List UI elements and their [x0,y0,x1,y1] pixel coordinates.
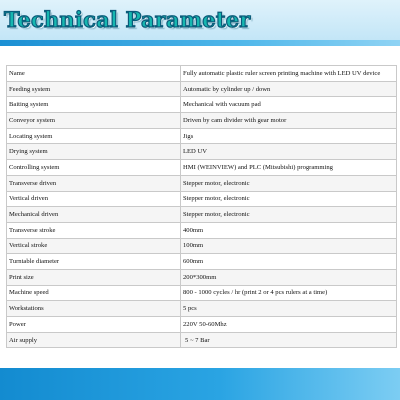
parameter-label: Baiting system [7,97,181,113]
table-row [7,332,397,348]
parameter-label: Locating system [7,128,181,144]
parameter-label: Air supply [7,332,181,348]
table-row [7,222,397,238]
table-row [7,285,397,301]
parameter-label: Name [7,66,181,82]
parameter-label: Turntable diameter [7,254,181,270]
technical-parameter-table [6,65,397,348]
parameter-label: Print size [7,269,181,285]
parameter-value: 5 pcs [181,301,397,317]
table-row [7,175,397,191]
parameter-value: 400mm [181,222,397,238]
parameter-value: 100mm [181,238,397,254]
table-row [7,144,397,160]
table-row [7,81,397,97]
table-row [7,128,397,144]
table-row [7,269,397,285]
page-title: Technical Parameter [4,7,251,32]
parameter-value: Mechanical with vacuum pad [181,97,397,113]
table-row [7,317,397,333]
parameter-value: 5 ~ 7 Bar [181,332,397,348]
parameter-label: Transverse stroke [7,222,181,238]
table-row [7,97,397,113]
parameter-value: Automatic by cylinder up / down [181,81,397,97]
parameter-value: Stepper motor, electronic [181,191,397,207]
parameter-label: Drying system [7,144,181,160]
parameter-value: Driven by cam divider with gear motor [181,113,397,129]
parameter-value: Stepper motor, electronic [181,175,397,191]
parameter-label: Feeding system [7,81,181,97]
parameter-value: HMI (WEINVIEW) and PLC (Mitsubishi) programming [181,160,397,176]
table-row [7,254,397,270]
header-accent-stripe [0,40,400,46]
parameter-label: Controlling system [7,160,181,176]
parameter-label: Transverse driven [7,175,181,191]
table-row [7,301,397,317]
parameter-table-container [6,65,394,348]
table-row [7,160,397,176]
parameter-value: 600mm [181,254,397,270]
parameter-value: 220V 50-60Mhz [181,317,397,333]
parameter-label: Machine speed [7,285,181,301]
table-row [7,207,397,223]
parameter-label: Workstations [7,301,181,317]
parameter-value: Fully automatic plastic ruler screen printing machine with LED UV device [181,66,397,82]
parameter-label: Conveyor system [7,113,181,129]
parameter-label: Power [7,317,181,333]
footer-banner [0,368,400,400]
parameter-value: 200*300mm [181,269,397,285]
header-banner [0,0,400,40]
table-row [7,191,397,207]
parameter-label: Vertical stroke [7,238,181,254]
table-row [7,238,397,254]
table-row [7,66,397,82]
parameter-value: Stepper motor, electronic [181,207,397,223]
parameter-value: Jigs [181,128,397,144]
parameter-label: Mechanical driven [7,207,181,223]
parameter-value: 800 - 1000 cycles / hr (print 2 or 4 pcs rulers at a time) [181,285,397,301]
parameter-value: LED UV [181,144,397,160]
table-row [7,113,397,129]
parameter-label: Vertical driven [7,191,181,207]
